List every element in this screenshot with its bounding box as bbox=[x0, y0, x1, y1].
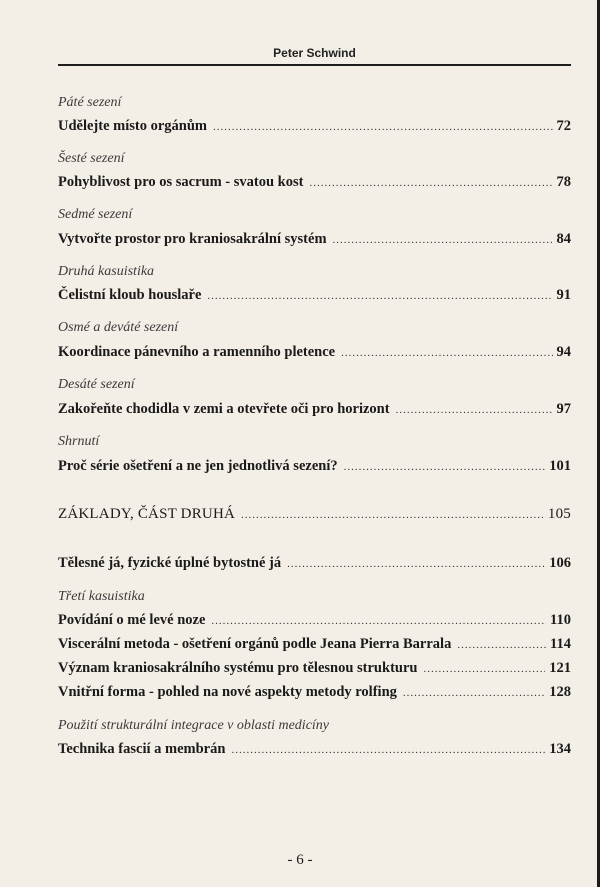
entry-title: Význam kraniosakrálního systému pro tělesnou strukturu bbox=[58, 660, 418, 676]
entry-title: Proč série ošetření a ne jen jednotlivá sezení? bbox=[58, 458, 338, 474]
toc-entry[interactable] bbox=[58, 118, 571, 135]
dot-leader bbox=[241, 509, 544, 521]
page-number: - 6 - bbox=[287, 852, 313, 868]
entry-page: 106 bbox=[549, 555, 571, 571]
dot-leader bbox=[457, 639, 546, 651]
entry-page: 101 bbox=[549, 458, 571, 474]
section-label: Sedmé sezení bbox=[58, 207, 133, 222]
dot-leader bbox=[333, 234, 553, 246]
header-rule bbox=[58, 64, 571, 66]
toc-entry[interactable] bbox=[58, 555, 571, 572]
section-label: Druhá kasuistika bbox=[58, 264, 155, 279]
running-header: Peter Schwind bbox=[273, 46, 356, 60]
toc-entry[interactable] bbox=[58, 741, 571, 758]
entry-page: 91 bbox=[556, 287, 571, 303]
entry-page: 114 bbox=[550, 636, 571, 652]
entry-title: Viscerální metoda - ošetření orgánů podle Jeana Pierra Barrala bbox=[58, 636, 452, 652]
entry-title: Vytvořte prostor pro kraniosakrální systém bbox=[58, 231, 327, 247]
section-label: Třetí kasuistika bbox=[58, 589, 145, 604]
dot-leader bbox=[231, 744, 545, 756]
entry-page: 134 bbox=[549, 741, 571, 757]
dot-leader bbox=[207, 290, 552, 302]
entry-title: Vnitřní forma - pohled na nové aspekty metody rolfing bbox=[58, 684, 397, 700]
entry-title: Pohyblivost pro os sacrum - svatou kost bbox=[58, 174, 304, 190]
dot-leader bbox=[344, 461, 546, 473]
dot-leader bbox=[211, 615, 546, 627]
entry-page: 94 bbox=[556, 344, 571, 360]
dot-leader bbox=[403, 687, 545, 699]
entry-page: 84 bbox=[556, 231, 571, 247]
entry-title: ZÁKLADY, ČÁST DRUHÁ bbox=[58, 506, 236, 522]
toc-entry[interactable] bbox=[58, 344, 571, 361]
entry-page: 105 bbox=[547, 506, 571, 522]
entry-title: Čelistní kloub houslaře bbox=[58, 287, 202, 303]
section-label: Páté sezení bbox=[58, 95, 122, 110]
toc-entry[interactable] bbox=[58, 458, 571, 475]
dot-leader bbox=[309, 177, 552, 189]
dot-leader bbox=[423, 663, 545, 675]
section-label: Desáté sezení bbox=[58, 377, 135, 392]
dot-leader bbox=[213, 121, 552, 133]
section-label: Osmé a deváté sezení bbox=[58, 320, 179, 335]
entry-title: Povídání o mé levé noze bbox=[58, 612, 206, 628]
section-label: Použití strukturální integrace v oblasti medicíny bbox=[58, 718, 330, 733]
dot-leader bbox=[287, 558, 545, 570]
entry-title: Koordinace pánevního a ramenního pletence bbox=[58, 344, 336, 360]
entry-title: Technika fascií a membrán bbox=[58, 741, 226, 757]
toc-entry[interactable] bbox=[58, 684, 571, 701]
entry-page: 128 bbox=[549, 684, 571, 700]
entry-page: 110 bbox=[550, 612, 571, 628]
toc-entry[interactable] bbox=[58, 287, 571, 304]
toc-entry[interactable] bbox=[58, 231, 571, 248]
toc-entry[interactable] bbox=[58, 636, 571, 653]
entry-page: 78 bbox=[556, 174, 571, 190]
part-heading-entry[interactable] bbox=[58, 506, 571, 523]
entry-title: Tělesné já, fyzické úplné bytostné já bbox=[58, 555, 282, 571]
dot-leader bbox=[396, 404, 553, 416]
section-label: Šesté sezení bbox=[58, 151, 125, 166]
toc-entry[interactable] bbox=[58, 401, 571, 418]
toc-entry[interactable] bbox=[58, 660, 571, 677]
entry-title: Udělejte místo orgánům bbox=[58, 118, 208, 134]
toc-entry[interactable] bbox=[58, 612, 571, 629]
toc-entry[interactable] bbox=[58, 174, 571, 191]
dot-leader bbox=[341, 347, 552, 359]
entry-page: 97 bbox=[556, 401, 571, 417]
entry-page: 72 bbox=[556, 118, 571, 134]
entry-title: Zakořeňte chodidla v zemi a otevřete oči pro horizont bbox=[58, 401, 390, 417]
section-label: Shrnutí bbox=[58, 434, 100, 449]
entry-page: 121 bbox=[549, 660, 571, 676]
